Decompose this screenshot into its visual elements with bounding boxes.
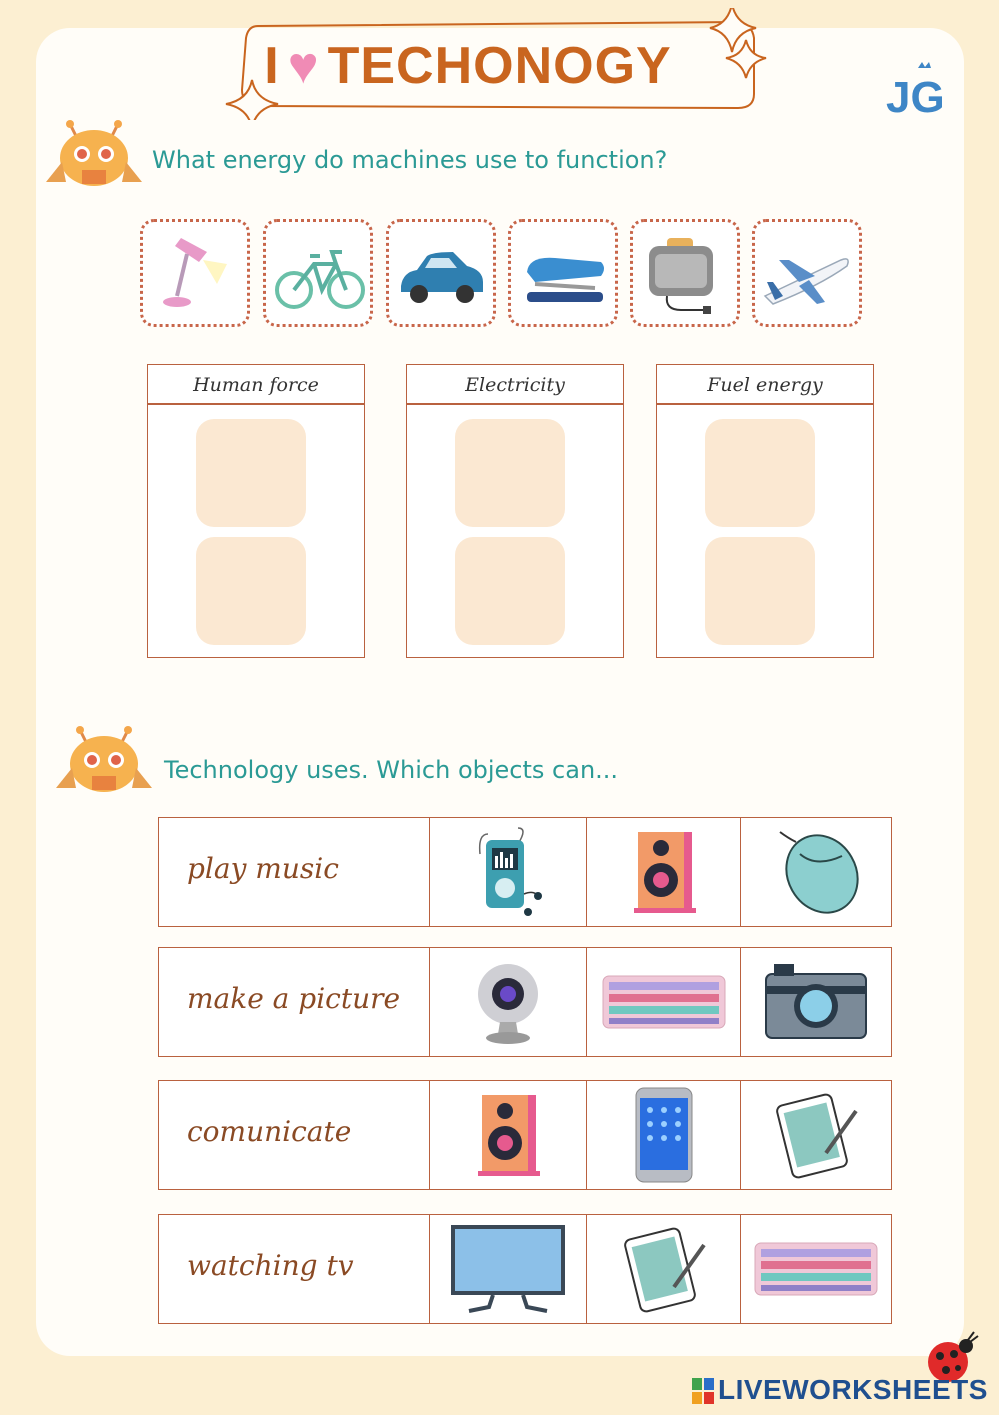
option-cell[interactable] [587,1215,742,1323]
row-label: play music [187,852,339,885]
row-label: make a picture [187,982,401,1015]
keyboard-icon [753,1241,879,1297]
title-banner [218,8,778,120]
mouse-icon [766,824,866,920]
machine-card-airplane[interactable] [752,219,862,327]
airplane-icon [759,226,855,320]
smartphone-icon [634,1086,694,1184]
speaker-icon [458,1087,558,1183]
row-label-cell [159,818,430,926]
svg-text:JG: JG [886,73,945,120]
tech-row-play-music [158,817,892,927]
row-label: comunicate [187,1115,352,1148]
tech-row-make-a-picture [158,947,892,1057]
monitor-icon [449,1223,567,1315]
tablet-icon [616,1221,712,1317]
category-label: Human force [148,365,364,405]
machine-card-lamp[interactable] [140,219,250,327]
option-cell[interactable] [430,818,587,926]
row-label: watching tv [187,1249,354,1282]
drop-zone[interactable] [705,419,815,527]
category-electricity [406,364,624,658]
drop-zone[interactable] [196,537,306,645]
desk-lamp-icon [147,226,243,320]
machine-card-toaster[interactable] [630,219,740,327]
question-energy: What energy do machines use to function? [152,146,668,174]
row-label-cell [159,948,430,1056]
stapler-icon [515,226,611,320]
brand-text: LIVEWORKSHEETS [718,1374,988,1405]
jg-logo-icon [884,60,948,120]
camera-icon [764,962,868,1042]
liveworksheets-logo-icon [692,1378,716,1404]
option-cell[interactable] [430,1215,587,1323]
drop-zone[interactable] [455,419,565,527]
bicycle-icon [270,226,366,320]
robot-mascot-icon [44,120,144,186]
tech-row-comunicate [158,1080,892,1190]
option-cell[interactable] [741,948,891,1056]
keyboard-icon [601,974,727,1030]
drop-zone[interactable] [196,419,306,527]
robot-mascot-icon [54,726,154,792]
title-prefix: I [264,37,280,95]
machine-card-stapler[interactable] [508,219,618,327]
category-human-force [147,364,365,658]
option-cell[interactable] [587,1081,742,1189]
tablet-icon [768,1087,864,1183]
category-label: Electricity [407,365,623,405]
speaker-icon [614,824,714,920]
tech-row-watching-tv [158,1214,892,1324]
car-icon [393,226,489,320]
option-cell[interactable] [741,1215,891,1323]
option-cell[interactable] [430,1081,587,1189]
option-cell[interactable] [430,948,587,1056]
row-label-cell [159,1081,430,1189]
option-cell[interactable] [741,818,891,926]
page-title [218,36,718,96]
category-fuel-energy [656,364,874,658]
machine-card-bicycle[interactable] [263,219,373,327]
drop-zone[interactable] [455,537,565,645]
option-cell[interactable] [741,1081,891,1189]
question-technology-uses: Technology uses. Which objects can... [164,756,619,784]
machine-card-car[interactable] [386,219,496,327]
drop-zone[interactable] [705,537,815,645]
title-main: TECHONOGY [327,37,672,95]
category-label: Fuel energy [657,365,873,405]
option-cell[interactable] [587,818,742,926]
heart-icon: ♥ [287,37,320,95]
mp3-player-icon [458,824,558,920]
row-label-cell [159,1215,430,1323]
option-cell[interactable] [587,948,742,1056]
webcam-icon [458,954,558,1050]
toaster-icon [637,226,733,320]
